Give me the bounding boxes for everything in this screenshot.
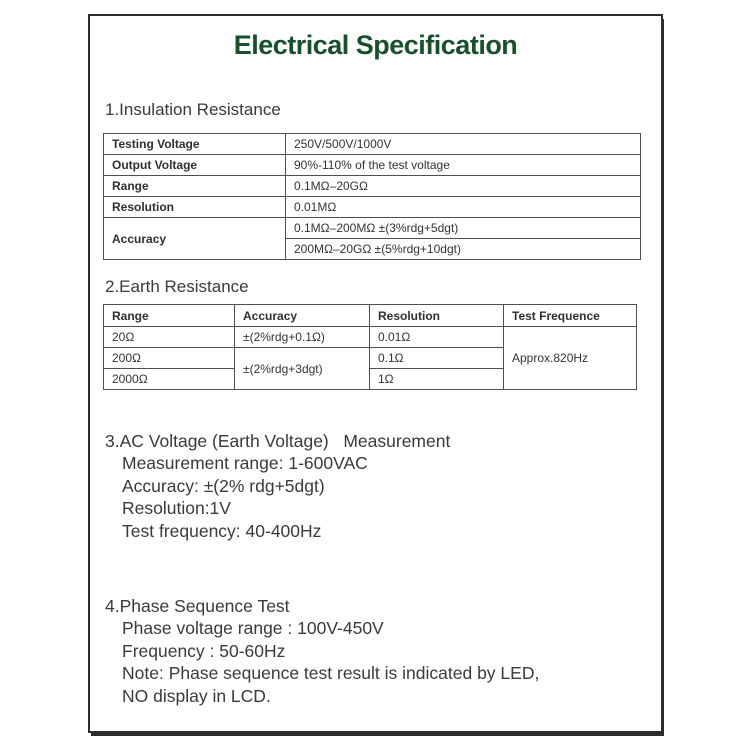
test-frequence-cell: Approx.820Hz: [504, 327, 637, 390]
spec-label: Resolution: [104, 197, 286, 218]
table-row: [104, 218, 641, 239]
table-row: [104, 327, 637, 348]
table-row: [104, 176, 641, 197]
spec-line: Test frequency: 40-400Hz: [122, 520, 322, 541]
spec-line: NO display in LCD.: [122, 685, 271, 706]
range-cell: 20Ω: [104, 327, 235, 348]
section-ac-voltage: [105, 430, 450, 542]
spec-value: 0.01MΩ: [286, 197, 641, 218]
resolution-cell: 0.01Ω: [370, 327, 504, 348]
section-heading-phase-sequence: 4.Phase Sequence Test: [105, 596, 290, 616]
spec-label: Testing Voltage: [104, 134, 286, 155]
range-cell: 2000Ω: [104, 369, 235, 390]
range-cell: 200Ω: [104, 348, 235, 369]
section-heading-insulation-resistance: 1.Insulation Resistance: [105, 100, 281, 119]
spec-line: Note: Phase sequence test result is indicated by LED,: [122, 663, 540, 684]
column-header: Resolution: [370, 305, 504, 327]
spec-label: Output Voltage: [104, 155, 286, 176]
spec-label: Accuracy: [104, 218, 286, 260]
table-row: [104, 134, 641, 155]
spec-value: 90%-110% of the test voltage: [286, 155, 641, 176]
table-header-row: [104, 305, 637, 327]
insulation-resistance-table: [103, 133, 641, 260]
table-row: [104, 197, 641, 218]
spec-value: 200MΩ–20GΩ ±(5%rdg+10dgt): [286, 239, 641, 260]
page-title: Electrical Specification: [233, 30, 518, 60]
column-header: Accuracy: [235, 305, 370, 327]
section-heading-earth-resistance: 2.Earth Resistance: [105, 277, 249, 296]
spec-line: Frequency : 50-60Hz: [122, 640, 286, 661]
section-phase-sequence: [105, 595, 539, 707]
section-heading-ac-voltage: 3.AC Voltage (Earth Voltage) Measurement: [105, 431, 451, 451]
accuracy-cell: ±(2%rdg+3dgt): [235, 348, 370, 390]
spec-label: Range: [104, 176, 286, 197]
spec-sheet-frame: [88, 14, 663, 733]
spec-value: 0.1MΩ–200MΩ ±(3%rdg+5dgt): [286, 218, 641, 239]
table-row: [104, 155, 641, 176]
spec-line: Accuracy: ±(2% rdg+5dgt): [122, 475, 325, 496]
accuracy-cell: ±(2%rdg+0.1Ω): [235, 327, 370, 348]
spec-value: 0.1MΩ–20GΩ: [286, 176, 641, 197]
spec-line: Resolution:1V: [122, 498, 231, 519]
earth-resistance-table: [103, 304, 637, 390]
spec-line: Measurement range: 1-600VAC: [122, 453, 368, 474]
column-header: Test Frequence: [504, 305, 637, 327]
spec-line: Phase voltage range : 100V-450V: [122, 618, 384, 639]
resolution-cell: 0.1Ω: [370, 348, 504, 369]
resolution-cell: 1Ω: [370, 369, 504, 390]
column-header: Range: [104, 305, 235, 327]
spec-value: 250V/500V/1000V: [286, 134, 641, 155]
